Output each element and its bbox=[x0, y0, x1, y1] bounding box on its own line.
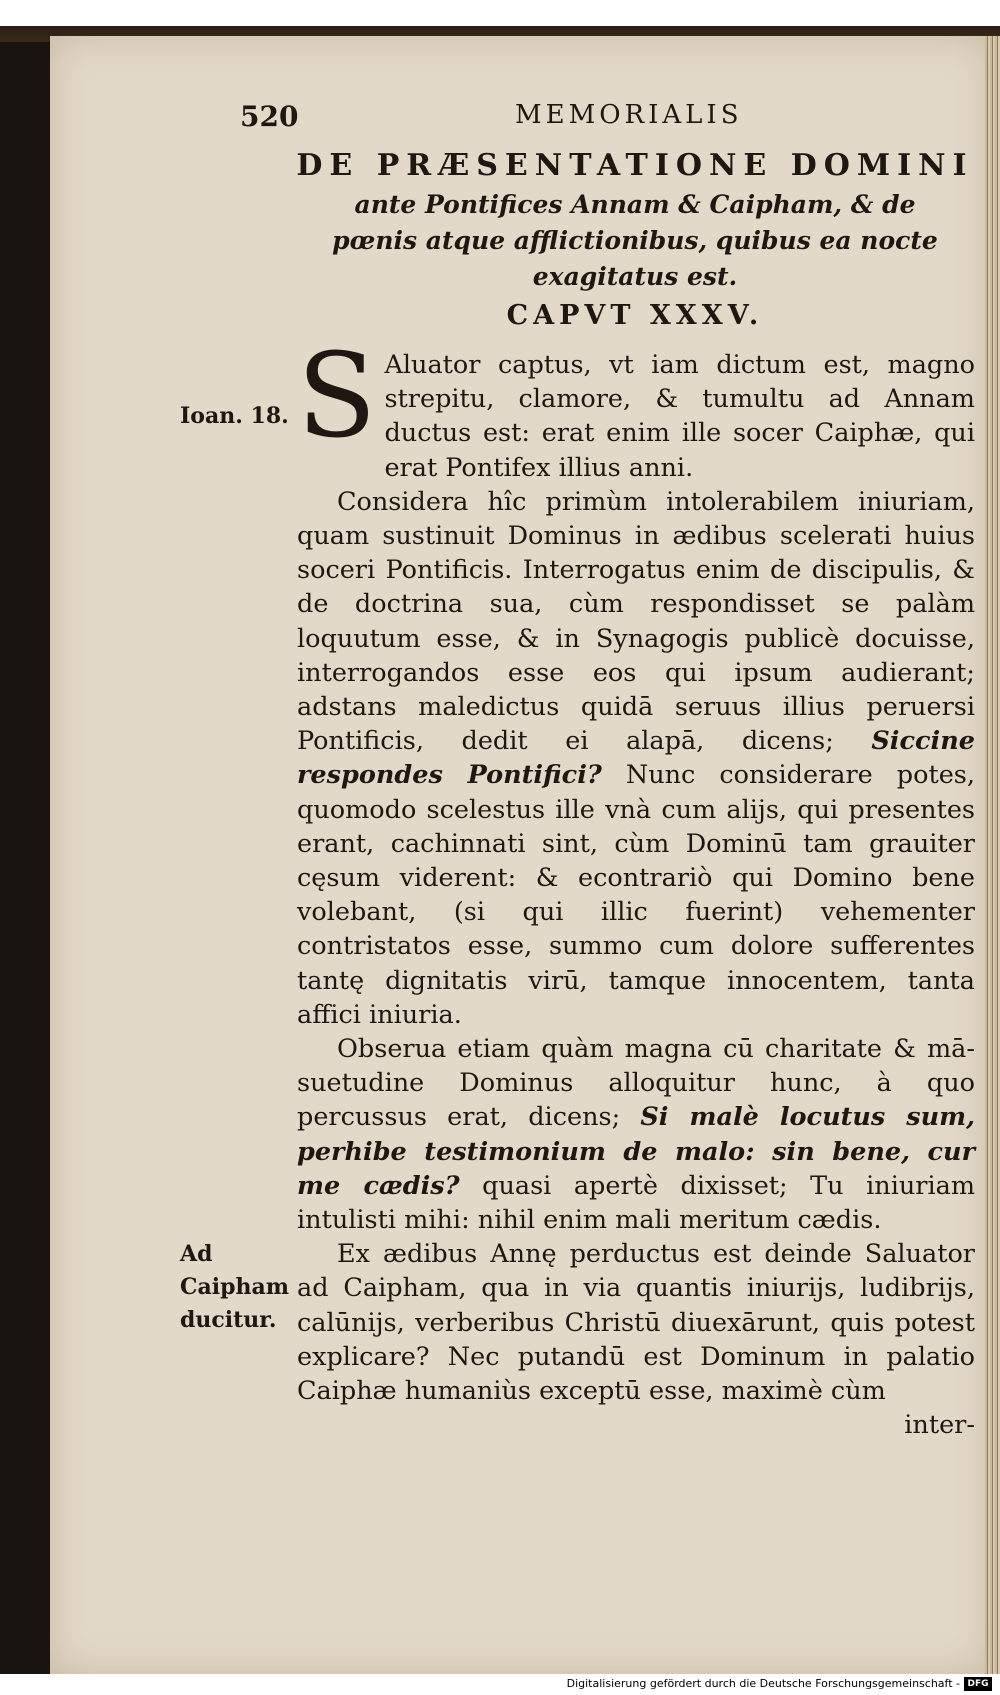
dfg-logo-icon: DFG bbox=[964, 1677, 992, 1691]
main-text bbox=[297, 329, 976, 1443]
margin-note-reference: Ioan. 18. bbox=[180, 403, 289, 429]
page-edge bbox=[985, 36, 1000, 1674]
running-head: MEMORIALIS bbox=[515, 100, 743, 130]
drop-cap: S bbox=[297, 329, 377, 464]
paragraph-4: Ex ædibus Annę perductus est deinde Saluator ad Caipham, qua in via quantis iniurijs, ludibrijs, calūnijs, verberibus Christū diuexārunt, quis potest explicare? Nec putandū est Dominum in palatio Caiphæ humaniùs exceptū esse, maximè cùm bbox=[297, 1239, 975, 1407]
chapter-number: CAPVT XXXV. bbox=[506, 300, 764, 331]
paragraph-2-quote: Siccine respondes Pontifici? bbox=[297, 726, 975, 791]
paragraph-3-rest: quasi apertè dixisset; Tu iniuriam intulisti mihi: nihil enim mali meritum cædis. bbox=[297, 1170, 976, 1236]
digitization-footer bbox=[0, 1674, 1000, 1695]
paragraph-2-rest: Nunc considerare potes, quomodo scelestus ille vnà cum alijs, qui presentes erant, cachinnati sint, cùm Dominū tam grauiter cęsum viderent: & econtrariò qui Domino bene volebant, (si qui illic fuerint) vehementer contristatos esse, summo cum dolore sufferentes tantę dignitatis virū, tamque innocentem, tanta affici iniuria. bbox=[297, 760, 975, 1030]
paragraph-2 bbox=[297, 485, 975, 1032]
catchword: inter- bbox=[904, 1410, 975, 1441]
paragraph-2-text: Considera hîc primùm intolerabilem iniuriam, quam sustinuit Dominus in ædibus scelerati huius soceri Pontificis. Interrogatus enim de discipulis, & de doctrina sua, cùm respondisset se palàm loquutum esse, & in Synagogis publicè docuisse, interrogandos esse eos qui ipsum audierant; adstans maledictus quidā seruus illius peruersi Pontificis, dedit ei alapā, dicens; bbox=[297, 486, 975, 757]
margin-note-summary: Ad Caipham ducitur. bbox=[180, 1241, 290, 1333]
paragraph-3 bbox=[297, 1032, 975, 1237]
chapter-title-main: DE PRÆSENTATIONE DOMINI bbox=[296, 148, 974, 183]
paragraph-3-text: Obserua etiam quàm magna cū charitate & mā-suetudine Dominus alloquitur hunc, à quo percussus erat, dicens; bbox=[297, 1034, 975, 1133]
paragraph-3-quote: Si malè locutus sum, perhibe testimonium de malo: sin bene, cur me cædis? bbox=[297, 1102, 976, 1201]
chapter-title-sub: ante Pontifices Annam & Caipham, & de pœnis atque afflictionibus, quibus ea nocte exagitatus est. bbox=[332, 190, 938, 291]
footer-credit: Digitalisierung gefördert durch die Deutsche Forschungsgemeinschaft - bbox=[566, 1677, 960, 1690]
paragraph-1: Aluator captus, vt iam dictum est, magno strepitu, clamore, & tumultu ad Annam ductus est: erat enim ille socer Caiphæ, qui erat Pontifex illius anni. bbox=[384, 350, 975, 483]
chapter-title-block bbox=[290, 148, 980, 295]
page-number: 520 bbox=[240, 100, 299, 133]
